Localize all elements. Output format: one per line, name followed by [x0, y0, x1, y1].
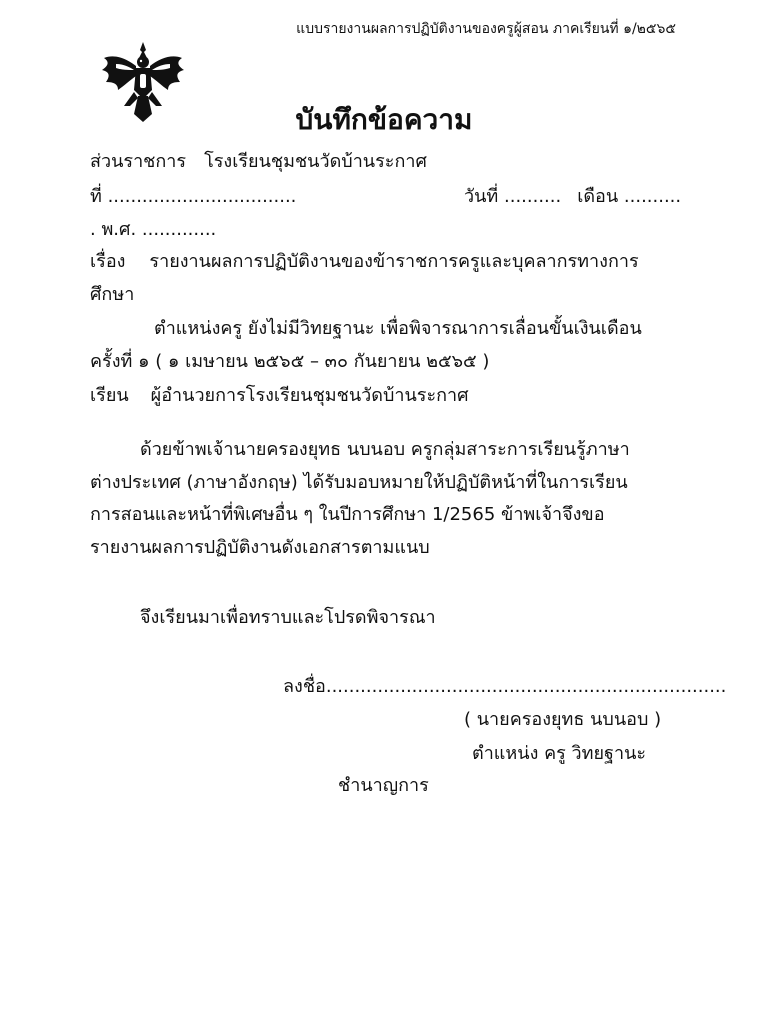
closing-line: จึงเรียนมาเพื่อทราบและโปรดพิจารณา — [140, 607, 436, 628]
year-line: . พ.ศ. ............. — [90, 219, 217, 240]
subject-line-2: ศึกษา — [90, 284, 135, 305]
agency-label: ส่วนราชการ — [90, 151, 187, 172]
subject-line-3: ตำแหน่งครู ยังไม่มีวิทยฐานะ เพื่อพิจารณาการเลื่อนขั้นเงินเดือน — [154, 318, 642, 339]
recipient-label: เรียน — [90, 385, 129, 406]
date-line — [464, 181, 681, 210]
signer-name: ( นายครองยุทธ นบนอบ ) — [464, 709, 662, 730]
date-day: วันที่ .......... — [464, 186, 562, 207]
body-line: การสอนและหน้าที่พิเศษอื่น ๆ ในปีการศึกษา 1/2565 ข้าพเจ้าจึงขอ — [90, 504, 605, 525]
recipient-value: ผู้อำนวยการโรงเรียนชุมชนวัดบ้านระกาศ — [150, 385, 469, 406]
header-note: แบบรายงานผลการปฏิบัติงานของครูผู้สอน ภาคเรียนที่ ๑/๒๕๖๕ — [296, 21, 676, 37]
signature-line: ลงชื่อ...................................................................... — [283, 676, 727, 697]
recipient-line — [90, 380, 469, 409]
signer-position: ตำแหน่ง ครู วิทยฐานะ — [472, 743, 647, 764]
signer-position-level: ชำนาญการ — [338, 775, 429, 796]
body-line: ต่างประเทศ (ภาษาอังกฤษ) ได้รับมอบหมายให้ปฏิบัติหน้าที่ในการเรียน — [90, 471, 628, 493]
agency-value: โรงเรียนชุมชนวัดบ้านระกาศ — [204, 151, 427, 172]
document-title: บันทึกข้อความ — [295, 103, 473, 136]
subject-label: เรื่อง — [90, 251, 126, 272]
reference-number: ที่ ................................. — [90, 186, 297, 207]
date-month: เดือน .......... — [577, 186, 682, 207]
body-line: ด้วยข้าพเจ้านายครองยุทธ นบนอบ ครูกลุ่มสาระการเรียนรู้ภาษา — [140, 439, 630, 460]
subject-value: รายงานผลการปฏิบัติงานของข้าราชการครูและบุคลากรทางการ — [149, 251, 639, 272]
subject-line-4: ครั้งที่ ๑ ( ๑ เมษายน ๒๕๖๕ – ๓๐ กันยายน ๒๕๖๕ ) — [90, 351, 490, 372]
body-paragraph — [90, 434, 690, 564]
subject-line — [90, 246, 639, 275]
body-line: รายงานผลการปฏิบัติงานดังเอกสารตามแนบ — [90, 536, 430, 558]
agency-line — [90, 146, 427, 175]
